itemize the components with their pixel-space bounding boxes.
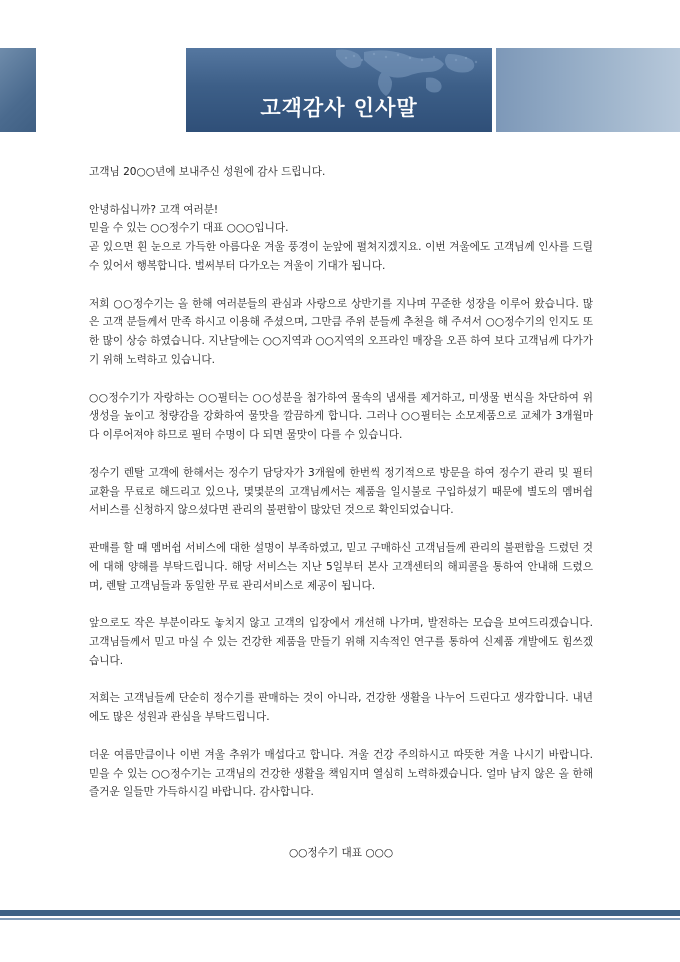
header-right-block (496, 48, 680, 132)
paragraph-filter: ○○정수기가 자랑하는 ○○필터는 ○○성분을 첨가하여 물속의 냄새를 제거하고, 미생물 번식을 차단하여 위생성을 높이고 청량감을 강화하여 물맛을 깔끔하게 합니다. 그러나 ○○필터는 소모제품으로 교체가 3개월마다 이루어져야 하므로 필터 수명이 다 되면 물맛이 다를 수 있습니다. (89, 391, 593, 442)
letter-body (89, 163, 593, 821)
paragraph-growth: 저희 ○○정수기는 올 한해 여러분들의 관심과 사랑으로 상반기를 지나며 꾸준한 성장을 이루어 왔습니다. 많은 고객 분들께서 만족 하시고 이용해 주셨으며, 그만큼 주위 분들께 추천을 해 주셔서 ○○정수기의 인지도 또한 많이 상승 하였습니다. 지난달에는 ○○지역과 ○○지역의 오프라인 매장을 오픈 하여 보다 고객님께 다가가기 위해 노력하고 있습니다. (89, 297, 593, 366)
paragraph-membership: 판매를 할 때 멤버쉽 서비스에 대한 설명이 부족하였고, 믿고 구매하신 고객님들께 관리의 불편함을 드렸던 것에 대해 양해를 부탁드립니다. 해당 서비스는 지난 5일부터 본사 고객센터의 해피콜을 통하여 안내해 드렸으며, 렌탈 고객님들과 동일한 무료 관리서비스로 제공이 됩니다. (89, 541, 593, 592)
footer-bar (0, 910, 680, 916)
paragraph-intro-line-2: 믿을 수 있는 ○○정수기 대표 ○○○입니다. (89, 222, 289, 235)
paragraph-intro-line-1: 안녕하십니까? 고객 여러분! (89, 203, 219, 216)
paragraph-improvement: 앞으로도 작은 부분이라도 놓치지 않고 고객의 입장에서 개선해 나가며, 발전하는 모습을 보여드리겠습니다. 고객님들께서 믿고 마실 수 있는 건강한 제품을 만들기 위해 지속적인 연구를 통하여 신제품 개발에도 힘쓰겠습니다. (89, 617, 593, 667)
signature: ○○정수기 대표 ○○○ (288, 847, 394, 859)
paragraph-greeting: 고객님 20○○년에 보내주신 성원에 감사 드립니다. (89, 166, 326, 178)
page-title: 고객감사 인사말 (260, 96, 418, 120)
paragraph-closing: 더운 여름만큼이나 이번 겨울 추위가 매섭다고 합니다. 겨울 건강 주의하시고 따뜻한 겨울 나시기 바랍니다. 믿을 수 있는 ○○정수기는 고객님의 건강한 생활을 책임지며 열심히 노력하겠습니다. 얼마 남지 않은 올 한해 즐거운 일들만 가득하시길 바랍니다. 감사합니다. (89, 748, 593, 799)
paragraph-rental: 정수기 렌탈 고객에 한해서는 정수기 담당자가 3개월에 한번씩 정기적으로 방문을 하여 정수기 관리 및 필터 교환을 무료로 해드리고 있으나, 몇몇분의 고객님께서는 제품을 일시불로 구입하셨기 때문에 별도의 멤버쉽 서비스를 신청하지 않으셨다면 관리의 불편함이 많았던 것으로 확인되었습니다. (89, 466, 593, 517)
paragraph-thanks: 저희는 고객님들께 단순히 정수기를 판매하는 것이 아니라, 건강한 생활을 나누어 드린다고 생각합니다. 내년에도 많은 성원과 관심을 부탁드립니다. (89, 692, 593, 724)
paragraph-intro-line-3: 곧 있으면 흰 눈으로 가득한 아름다운 겨울 풍경이 눈앞에 펼쳐지겠지요. 이번 겨울에도 고객님께 인사를 드릴 수 있어서 행복합니다. 벌써부터 다가오는 겨울이 기대가 됩니다. (89, 241, 593, 272)
footer-line (0, 918, 680, 920)
header-left-block (0, 48, 36, 132)
